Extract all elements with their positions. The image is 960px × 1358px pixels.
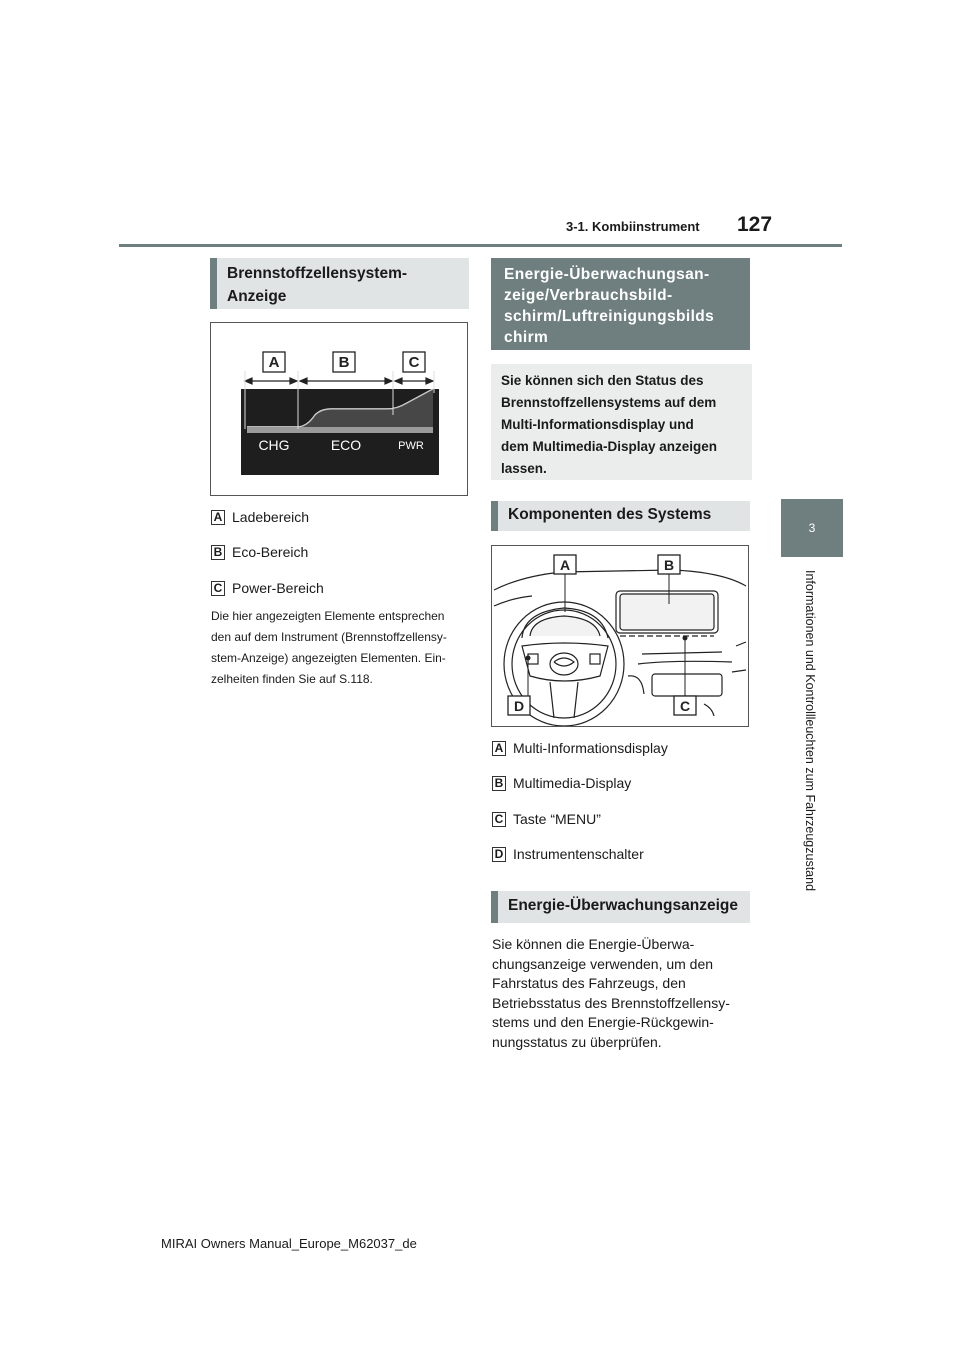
callout-b: [333, 352, 355, 372]
list-item: [211, 509, 309, 525]
text-line: zelheiten finden Sie auf S.118.: [211, 672, 373, 686]
text-line: Sie können die Energie-Überwa-: [492, 936, 695, 952]
text-line: Sie können sich den Status des: [501, 373, 704, 388]
text-line: Fahrstatus des Fahrzeugs, den: [492, 975, 686, 991]
fc-display-note: [211, 606, 476, 690]
dashboard-illustration: [492, 546, 748, 726]
fc-gauge-figure: [210, 322, 468, 496]
callout-b: [658, 555, 680, 574]
chapter-number: 3: [808, 521, 816, 535]
svg-text:B: B: [663, 557, 675, 573]
heading-components: Komponenten des Systems: [491, 501, 750, 531]
heading-fc-system-display: [210, 258, 469, 309]
heading-line: schirm/Luftreinigungsbilds: [504, 308, 715, 325]
item-tag: B: [211, 545, 225, 560]
heading-line: Energie-Überwachungsan-: [504, 266, 710, 283]
text-line: den auf dem Instrument (Brennstoffzellensy-: [211, 630, 447, 644]
item-tag: A: [211, 510, 225, 525]
section-title: 3-1. Kombiinstrument: [566, 219, 700, 234]
text-line: Die hier angezeigten Elemente entsprechen: [211, 609, 445, 623]
item-text: Multimedia-Display: [513, 775, 632, 791]
svg-text:A: A: [559, 557, 571, 573]
heading-energy-monitor: [491, 258, 750, 350]
item-text: Multi-Informationsdisplay: [513, 740, 668, 756]
text-line: Brennstoffzellensystems auf dem: [501, 395, 717, 410]
item-text: Eco-Bereich: [232, 544, 309, 560]
gauge-label-eco: ECO: [330, 437, 362, 453]
item-text: Taste “MENU”: [513, 811, 601, 827]
page-number: 127: [737, 213, 773, 236]
gauge-label-pwr: PWR: [398, 440, 424, 452]
item-text: Power-Bereich: [232, 580, 324, 596]
callout-c: [403, 352, 425, 372]
callout-c: [674, 696, 696, 715]
multimedia-display-shape: [620, 594, 714, 630]
text-line: lassen.: [501, 461, 547, 476]
heading-line: Brennstoffzellensystem-: [227, 265, 408, 282]
heading-line: chirm: [504, 329, 549, 346]
item-text: Instrumentenschalter: [513, 846, 644, 862]
svg-text:C: C: [408, 354, 420, 371]
list-item: [492, 811, 601, 827]
fc-gauge-illustration: [211, 323, 467, 495]
svg-text:C: C: [679, 698, 691, 714]
heading-line: Anzeige: [227, 288, 287, 305]
chapter-tab[interactable]: [781, 499, 843, 557]
callout-a: [263, 352, 285, 372]
list-item: [211, 544, 308, 560]
text-line: nungsstatus zu überprüfen.: [492, 1033, 662, 1050]
text-line: chungsanzeige verwenden, um den: [492, 955, 714, 972]
header-rule: [119, 244, 842, 247]
list-item: [492, 740, 668, 756]
text-line: Multi-Informationsdisplay und: [501, 417, 694, 432]
energy-monitor-description: [492, 935, 757, 1052]
text-line: stem-Anzeige) angezeigten Elementen. Ein-: [211, 651, 446, 665]
chapter-title: Informationen und Kontrollleuchten zum Fahrzeugzustand: [803, 570, 817, 892]
heading-line: zeige/Verbrauchsbild-: [504, 287, 673, 304]
heading-energy-monitor-display: Energie-Überwachungsanzeige: [491, 891, 750, 923]
svg-text:A: A: [268, 354, 280, 371]
item-tag: B: [492, 776, 506, 791]
dashboard-figure: [491, 545, 749, 727]
item-tag: C: [492, 812, 506, 827]
text-line: Betriebsstatus des Brennstoffzellensy-: [492, 994, 730, 1011]
list-item: [492, 775, 631, 791]
list-item: [492, 846, 644, 862]
item-tag: D: [492, 847, 506, 862]
text-line: stems und den Energie-Rückgewin-: [492, 1014, 714, 1030]
item-text: Ladebereich: [232, 509, 310, 525]
item-tag: C: [211, 581, 225, 596]
callout-d: [508, 696, 530, 715]
footer-manual-id: MIRAI Owners Manual_Europe_M62037_de: [161, 1236, 417, 1251]
text-line: dem Multimedia-Display anzeigen: [501, 439, 718, 454]
svg-text:B: B: [338, 354, 350, 371]
item-tag: A: [492, 741, 506, 756]
gauge-label-chg: CHG: [258, 437, 290, 453]
range-arrows: [245, 378, 433, 384]
intro-box: [491, 364, 752, 480]
list-item: [211, 580, 324, 596]
chapter-side-label: [790, 570, 830, 930]
svg-text:D: D: [513, 698, 525, 714]
callout-a: [554, 555, 576, 574]
